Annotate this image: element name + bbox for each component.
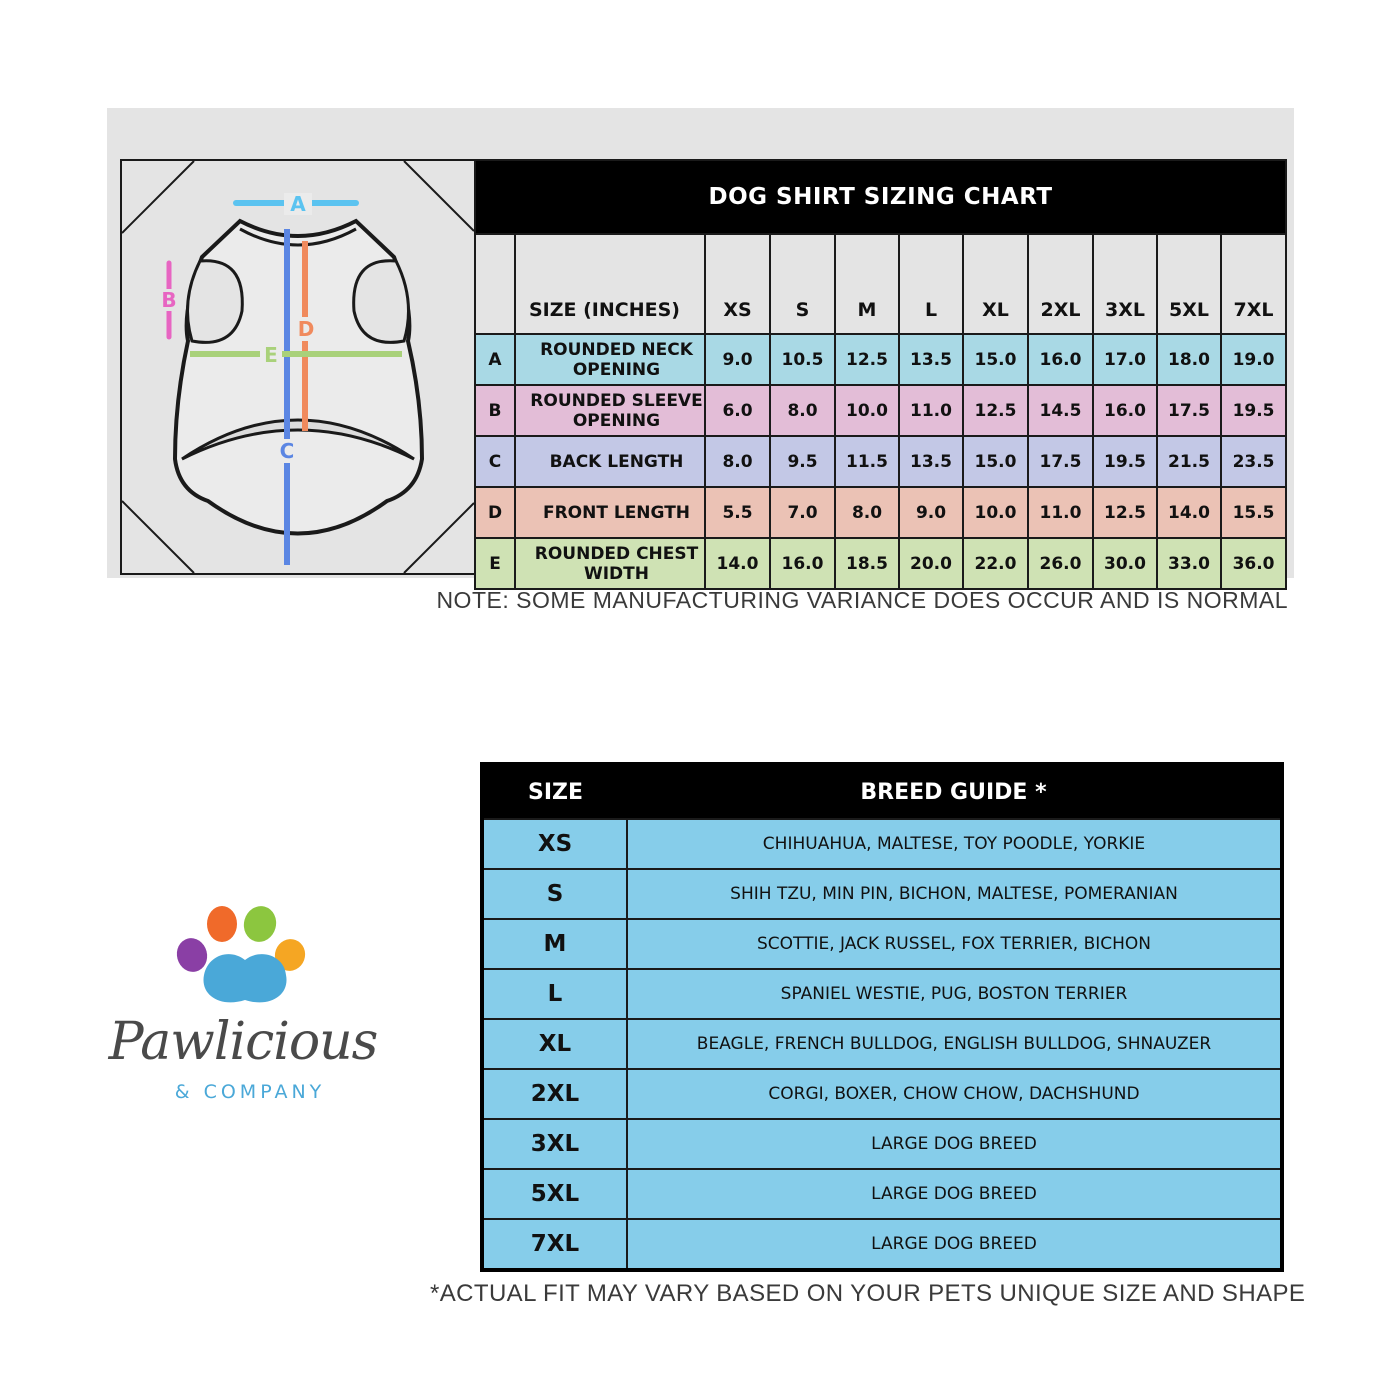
breed-row — [482, 919, 1282, 969]
breed-list: CHIHUAHUA, MALTESE, TOY POODLE, YORKIE — [627, 819, 1282, 869]
measurement-value: 14.5 — [1028, 385, 1093, 436]
measurement-value: 13.5 — [899, 334, 963, 385]
measurement-label: BACK LENGTH — [515, 436, 705, 487]
measurement-value: 33.0 — [1157, 538, 1221, 589]
paw-print-icon — [100, 900, 390, 1015]
brand-subtitle: & COMPANY — [174, 1081, 326, 1103]
measurement-value: 15.0 — [963, 436, 1028, 487]
breed-list: SCOTTIE, JACK RUSSEL, FOX TERRIER, BICHON — [627, 919, 1282, 969]
size-header-xl: XL — [963, 234, 1028, 334]
breed-list: SHIH TZU, MIN PIN, BICHON, MALTESE, POMERANIAN — [627, 869, 1282, 919]
measurement-value: 7.0 — [770, 487, 835, 538]
size-header-s: S — [770, 234, 835, 334]
measurement-value: 18.0 — [1157, 334, 1221, 385]
measurement-row-d — [475, 487, 1286, 538]
marker-c-label: C — [279, 439, 295, 463]
breed-size: 3XL — [482, 1119, 627, 1169]
brand-logo — [100, 900, 390, 1110]
measurement-label: ROUNDED NECK OPENING — [515, 334, 705, 385]
breed-list: SPANIEL WESTIE, PUG, BOSTON TERRIER — [627, 969, 1282, 1019]
measurement-value: 36.0 — [1221, 538, 1286, 589]
size-header-l: L — [899, 234, 963, 334]
measurement-value: 10.5 — [770, 334, 835, 385]
breed-guide-header: BREED GUIDE * — [627, 764, 1282, 819]
breed-list: BEAGLE, FRENCH BULLDOG, ENGLISH BULLDOG, SHNAUZER — [627, 1019, 1282, 1069]
breed-list: LARGE DOG BREED — [627, 1119, 1282, 1169]
measurement-value: 9.0 — [705, 334, 770, 385]
measurement-value: 9.0 — [899, 487, 963, 538]
size-header-2xl: 2XL — [1028, 234, 1093, 334]
breed-row — [482, 869, 1282, 919]
measurement-value: 20.0 — [899, 538, 963, 589]
breed-row — [482, 819, 1282, 869]
size-inches-header: SIZE (INCHES) — [515, 234, 705, 334]
breed-row — [482, 1169, 1282, 1219]
size-header-xs: XS — [705, 234, 770, 334]
marker-a-label: A — [290, 192, 306, 216]
measurement-label: ROUNDED SLEEVE OPENING — [515, 385, 705, 436]
breed-size: XL — [482, 1019, 627, 1069]
measurement-value: 17.5 — [1028, 436, 1093, 487]
breed-guide-table — [480, 762, 1284, 1272]
breed-list: CORGI, BOXER, CHOW CHOW, DACHSHUND — [627, 1069, 1282, 1119]
breed-row — [482, 1219, 1282, 1270]
measurement-value: 30.0 — [1093, 538, 1157, 589]
measurement-row-b — [475, 385, 1286, 436]
measurement-value: 12.5 — [1093, 487, 1157, 538]
measurement-value: 17.5 — [1157, 385, 1221, 436]
measurement-value: 13.5 — [899, 436, 963, 487]
measurement-value: 19.5 — [1221, 385, 1286, 436]
size-header-5xl: 5XL — [1157, 234, 1221, 334]
shirt-diagram — [120, 159, 474, 575]
sizing-chart-table — [474, 159, 1287, 590]
measurement-value: 16.0 — [1028, 334, 1093, 385]
breed-row — [482, 1069, 1282, 1119]
breed-size: XS — [482, 819, 627, 869]
measurement-value: 14.0 — [705, 538, 770, 589]
size-header-3xl: 3XL — [1093, 234, 1157, 334]
measurement-letter: B — [475, 385, 515, 436]
marker-d-label: D — [297, 317, 315, 341]
paw-pad — [203, 954, 286, 1002]
measurement-value: 21.5 — [1157, 436, 1221, 487]
measurement-row-c — [475, 436, 1286, 487]
measurement-value: 12.5 — [835, 334, 899, 385]
measurement-value: 16.0 — [770, 538, 835, 589]
measurement-value: 11.5 — [835, 436, 899, 487]
size-header-m: M — [835, 234, 899, 334]
breed-size: M — [482, 919, 627, 969]
breed-row — [482, 969, 1282, 1019]
measurement-value: 5.5 — [705, 487, 770, 538]
corner-line — [122, 161, 194, 233]
letter-header — [475, 234, 515, 334]
breed-size: 5XL — [482, 1169, 627, 1219]
breed-size: 2XL — [482, 1069, 627, 1119]
measurement-value: 19.0 — [1221, 334, 1286, 385]
measurement-value: 10.0 — [835, 385, 899, 436]
measurement-value: 18.5 — [835, 538, 899, 589]
left-sleeve-opening — [188, 261, 243, 343]
measurement-value: 8.0 — [835, 487, 899, 538]
measurement-letter: C — [475, 436, 515, 487]
measurement-value: 11.0 — [1028, 487, 1093, 538]
measurement-value: 16.0 — [1093, 385, 1157, 436]
measurement-value: 8.0 — [705, 436, 770, 487]
breed-size-header: SIZE — [482, 764, 627, 819]
right-sleeve-opening — [354, 261, 409, 343]
measurement-letter: A — [475, 334, 515, 385]
measurement-value: 26.0 — [1028, 538, 1093, 589]
breed-row — [482, 1019, 1282, 1069]
paw-toe — [240, 902, 280, 945]
breed-size: S — [482, 869, 627, 919]
measurement-value: 19.5 — [1093, 436, 1157, 487]
measurement-value: 6.0 — [705, 385, 770, 436]
measurement-letter: D — [475, 487, 515, 538]
breed-size: 7XL — [482, 1219, 627, 1270]
fit-note: *ACTUAL FIT MAY VARY BASED ON YOUR PETS UNIQUE SIZE AND SHAPE — [430, 1280, 1306, 1307]
measurement-value: 15.5 — [1221, 487, 1286, 538]
measurement-row-e — [475, 538, 1286, 589]
measurement-label: ROUNDED CHEST WIDTH — [515, 538, 705, 589]
paw-toe — [207, 906, 237, 942]
marker-e-label: E — [264, 343, 278, 367]
measurement-value: 22.0 — [963, 538, 1028, 589]
manufacturing-note: NOTE: SOME MANUFACTURING VARIANCE DOES OCCUR AND IS NORMAL — [436, 587, 1288, 613]
corner-line — [404, 161, 474, 231]
breed-list: LARGE DOG BREED — [627, 1169, 1282, 1219]
measurement-value: 8.0 — [770, 385, 835, 436]
measurement-label: FRONT LENGTH — [515, 487, 705, 538]
breed-list: LARGE DOG BREED — [627, 1219, 1282, 1270]
measurement-value: 9.5 — [770, 436, 835, 487]
measurement-value: 11.0 — [899, 385, 963, 436]
measurement-value: 15.0 — [963, 334, 1028, 385]
paw-toe — [173, 935, 211, 976]
measurement-value: 12.5 — [963, 385, 1028, 436]
measurement-value: 17.0 — [1093, 334, 1157, 385]
brand-name: Pawlicious — [108, 1012, 378, 1072]
measurement-row-a — [475, 334, 1286, 385]
marker-b-label: B — [161, 288, 177, 312]
corner-line — [122, 501, 194, 573]
corner-line — [404, 503, 474, 573]
measurement-value: 23.5 — [1221, 436, 1286, 487]
size-header-7xl: 7XL — [1221, 234, 1286, 334]
measurement-value: 14.0 — [1157, 487, 1221, 538]
measurement-value: 10.0 — [963, 487, 1028, 538]
chart-title: DOG SHIRT SIZING CHART — [475, 160, 1286, 234]
measurement-letter: E — [475, 538, 515, 589]
breed-row — [482, 1119, 1282, 1169]
breed-size: L — [482, 969, 627, 1019]
